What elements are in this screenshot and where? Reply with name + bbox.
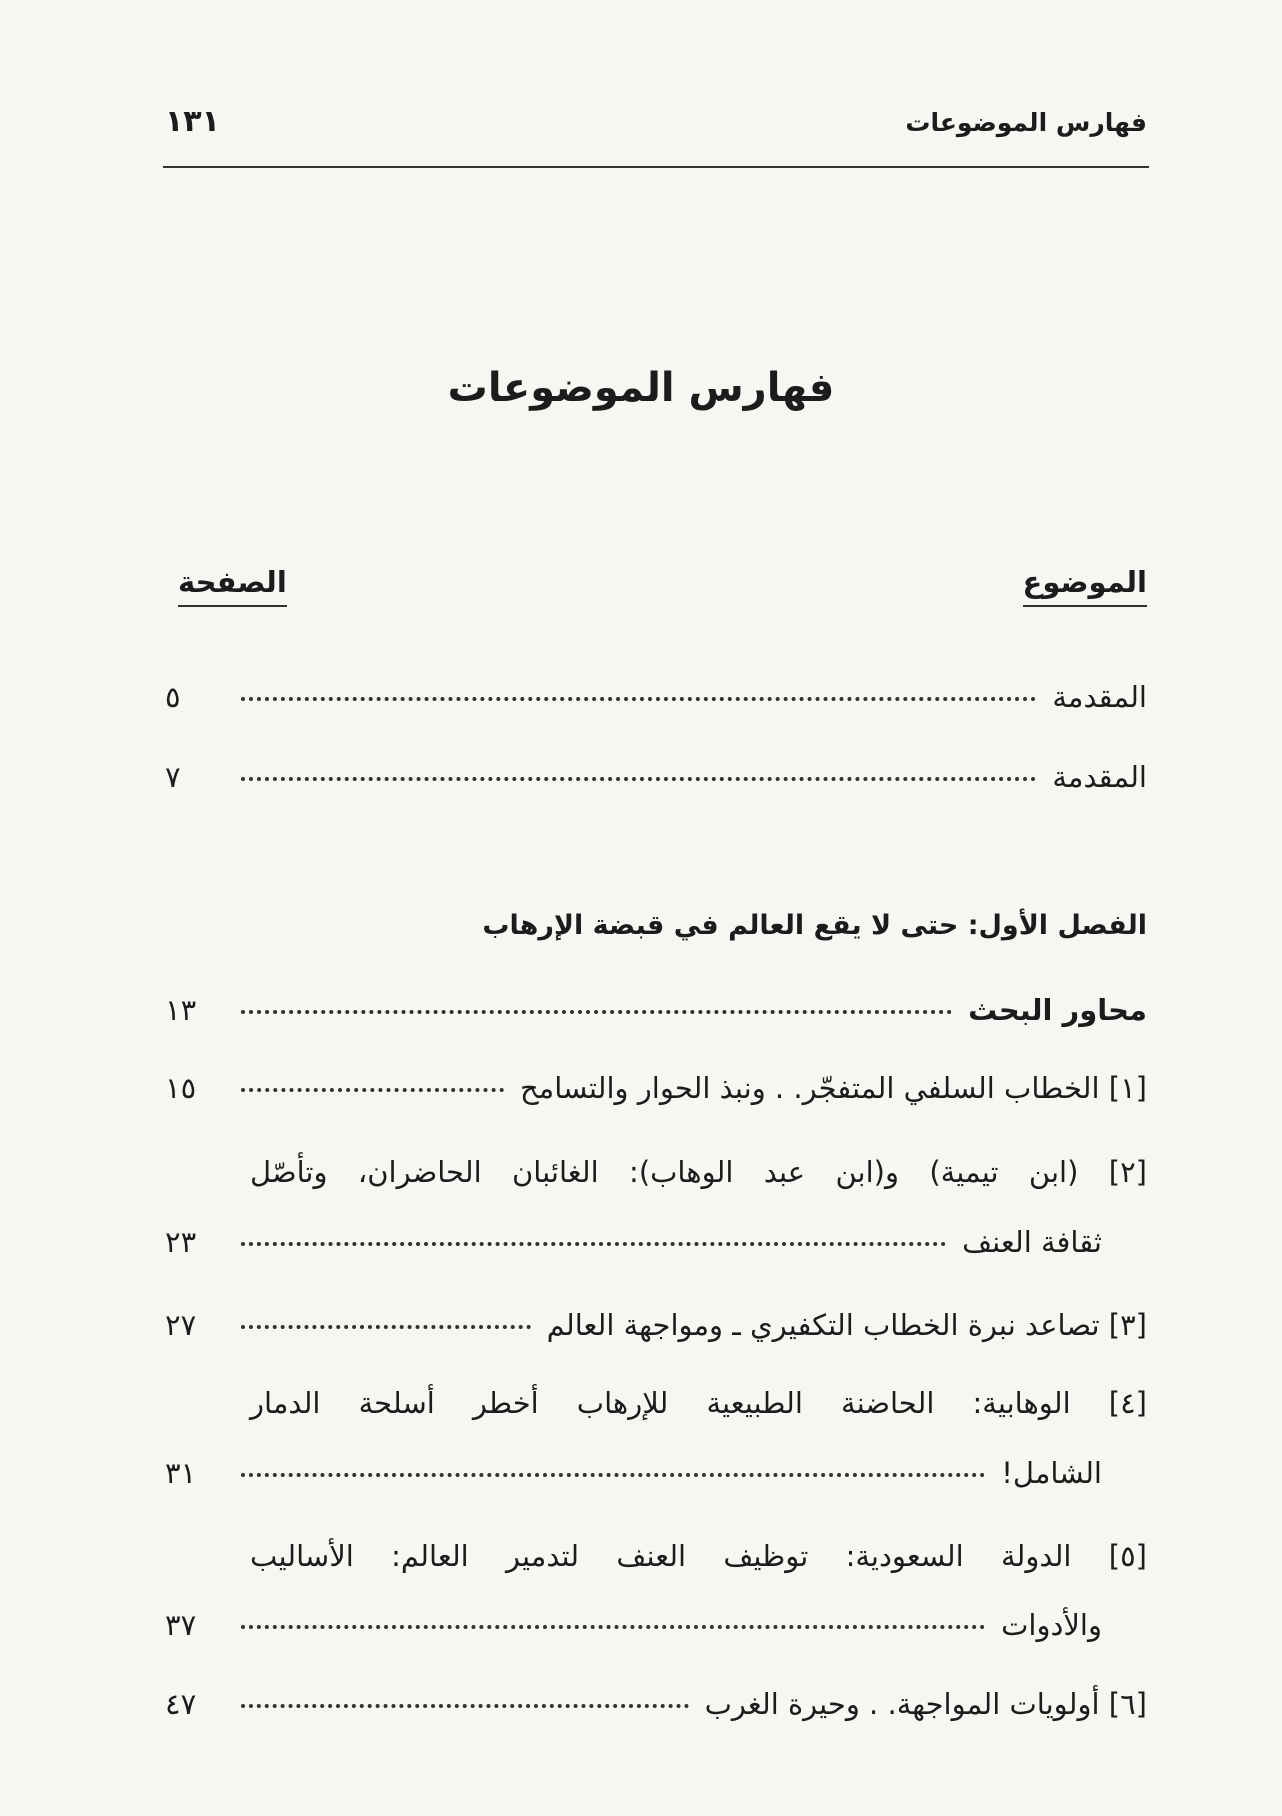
entry-label: [١] الخطاب السلفي المتفجّر. . ونبذ الحوار والتسامح [519, 1071, 1147, 1105]
column-header-page: الصفحة [178, 565, 287, 607]
dot-leader [241, 1473, 985, 1477]
dot-leader [241, 1704, 689, 1708]
toc-entry-line1 [165, 1155, 1147, 1189]
running-title: فهارس الموضوعات [905, 108, 1147, 137]
dot-leader [241, 1010, 952, 1014]
entry-label: [٦] أولويات المواجهة. . وحيرة الغرب [704, 1687, 1147, 1721]
toc-entry [165, 1308, 1147, 1342]
entry-label: [٢] (ابن تيمية) و(ابن عبد الوهاب): الغائبان الحاضران، وتأصّل [250, 1155, 1147, 1189]
entry-page: ٤٧ [165, 1687, 197, 1721]
entry-page: ٢٣ [165, 1225, 197, 1259]
entry-label: [٤] الوهابية: الحاضنة الطبيعية للإرهاب أخطر أسلحة الدمار [250, 1386, 1147, 1420]
entry-label-continued: الشامل! [1001, 1456, 1102, 1490]
entry-page: ١٣ [165, 993, 197, 1027]
dot-leader [241, 1088, 504, 1092]
toc-entry [165, 680, 1147, 714]
toc-entry [165, 760, 1147, 794]
toc-entry-line2 [165, 1456, 1147, 1490]
toc-entry-line2 [165, 1608, 1147, 1642]
dot-leader [241, 1625, 985, 1629]
page-title: فهارس الموضوعات [447, 365, 835, 411]
entry-page: ٧ [165, 760, 181, 794]
page-number: ١٣١ [165, 104, 220, 139]
entry-label: المقدمة [1052, 760, 1147, 794]
entry-page: ٣١ [165, 1456, 197, 1490]
toc-entry-line1 [165, 1539, 1147, 1573]
toc-entry [165, 1687, 1147, 1721]
chapter-heading: الفصل الأول: حتى لا يقع العالم في قبضة الإرهاب [482, 910, 1147, 941]
entry-label-continued: والأدوات [1001, 1608, 1102, 1642]
entry-label: محاور البحث [968, 993, 1147, 1027]
entry-label: المقدمة [1052, 680, 1147, 714]
entry-page: ١٥ [165, 1071, 197, 1105]
column-header-topic: الموضوع [1023, 565, 1147, 607]
dot-leader [241, 1242, 946, 1246]
toc-entry [165, 1071, 1147, 1105]
entry-page: ٣٧ [165, 1608, 197, 1642]
entry-label: [٣] تصاعد نبرة الخطاب التكفيري ـ ومواجهة العالم [546, 1308, 1147, 1342]
header-rule [163, 166, 1149, 168]
entry-page: ٥ [165, 680, 181, 714]
toc-entry [165, 993, 1147, 1027]
toc-entry-line2 [165, 1225, 1147, 1259]
toc-entry-line1 [165, 1386, 1147, 1420]
dot-leader [241, 1325, 531, 1329]
entry-label-continued: ثقافة العنف [962, 1225, 1102, 1259]
entry-label: [٥] الدولة السعودية: توظيف العنف لتدمير العالم: الأساليب [250, 1539, 1147, 1573]
dot-leader [241, 697, 1036, 701]
entry-page: ٢٧ [165, 1308, 197, 1342]
dot-leader [241, 777, 1036, 781]
